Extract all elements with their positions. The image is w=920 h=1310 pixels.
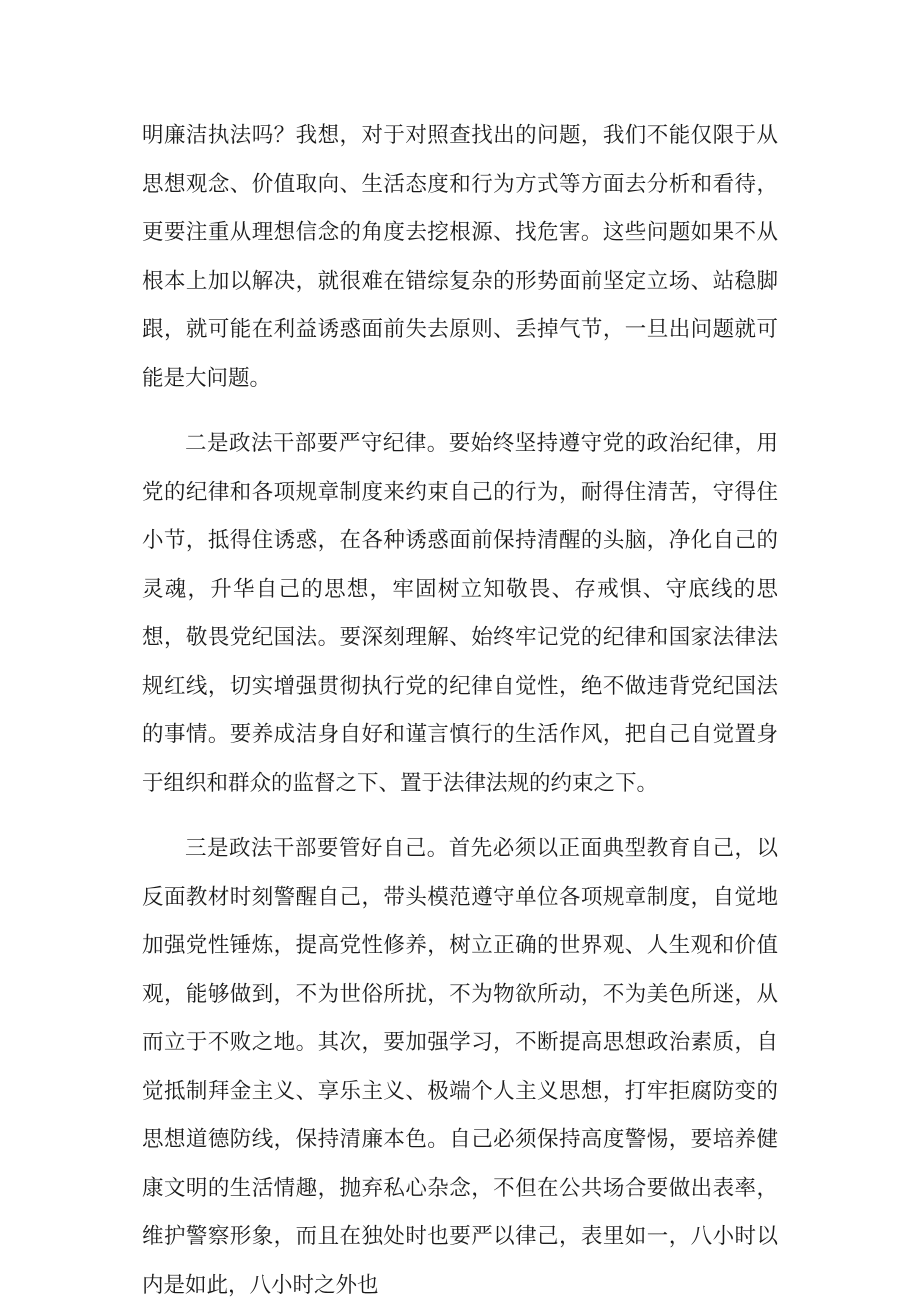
paragraph-continuation: 明廉洁执法吗？我想，对于对照查找出的问题，我们不能仅限于从思想观念、价值取向、生活态度和行为方式等方面去分析和看待，更要注重从理想信念的角度去挖根源、找危害。这些问题如果不从根本上加以解决，就很难在错综复杂的形势面前坚定立场、站稳脚跟，就可能在利益诱惑面前失去原则、丢掉气节，一旦出问题就可能是大问题。 xyxy=(142,123,778,391)
paragraph-self-management: 三是政法干部要管好自己。首先必须以正面典型教育自己，以反面教材时刻警醒自己，带头模范遵守单位各项规章制度，自觉地加强党性锤炼，提高党性修养，树立正确的世界观、人生观和价值观，能够做到，不为世俗所扰，不为物欲所动，不为美色所迷，从而立于不败之地。其次，要加强学习，不断提高思想政治素质，自觉抵制拜金主义、享乐主义、极端个人主义思想，打牢拒腐防变的思想道德防线，保持清廉本色。自己必须保持高度警惕，要培养健康文明的生活情趣，抛弃私心杂念，不但在公共场合要做出表率，维护警察形象，而且在独处时也要严以律己，表里如一，八小时以内是如此，八小时之外也 xyxy=(142,836,778,1298)
paragraph-strict-discipline: 二是政法干部要严守纪律。要始终坚持遵守党的政治纪律，用党的纪律和各项规章制度来约束自己的行为，耐得住清苦，守得住小节，抵得住诱惑，在各种诱惑面前保持清醒的头脑，净化自己的灵魂，升华自己的思想，牢固树立知敬畏、存戒惧、守底线的思想，敬畏党纪国法。要深刻理解、始终牢记党的纪律和国家法律法规红线，切实增强贯彻执行党的纪律自觉性，绝不做违背党纪国法的事情。要养成洁身自好和谨言慎行的生活作风，把自己自觉置身于组织和群众的监督之下、置于法律法规的约束之下。 xyxy=(142,431,778,796)
paragraph-gap xyxy=(142,403,778,420)
document-page xyxy=(142,112,778,1310)
paragraph-gap xyxy=(142,808,778,825)
